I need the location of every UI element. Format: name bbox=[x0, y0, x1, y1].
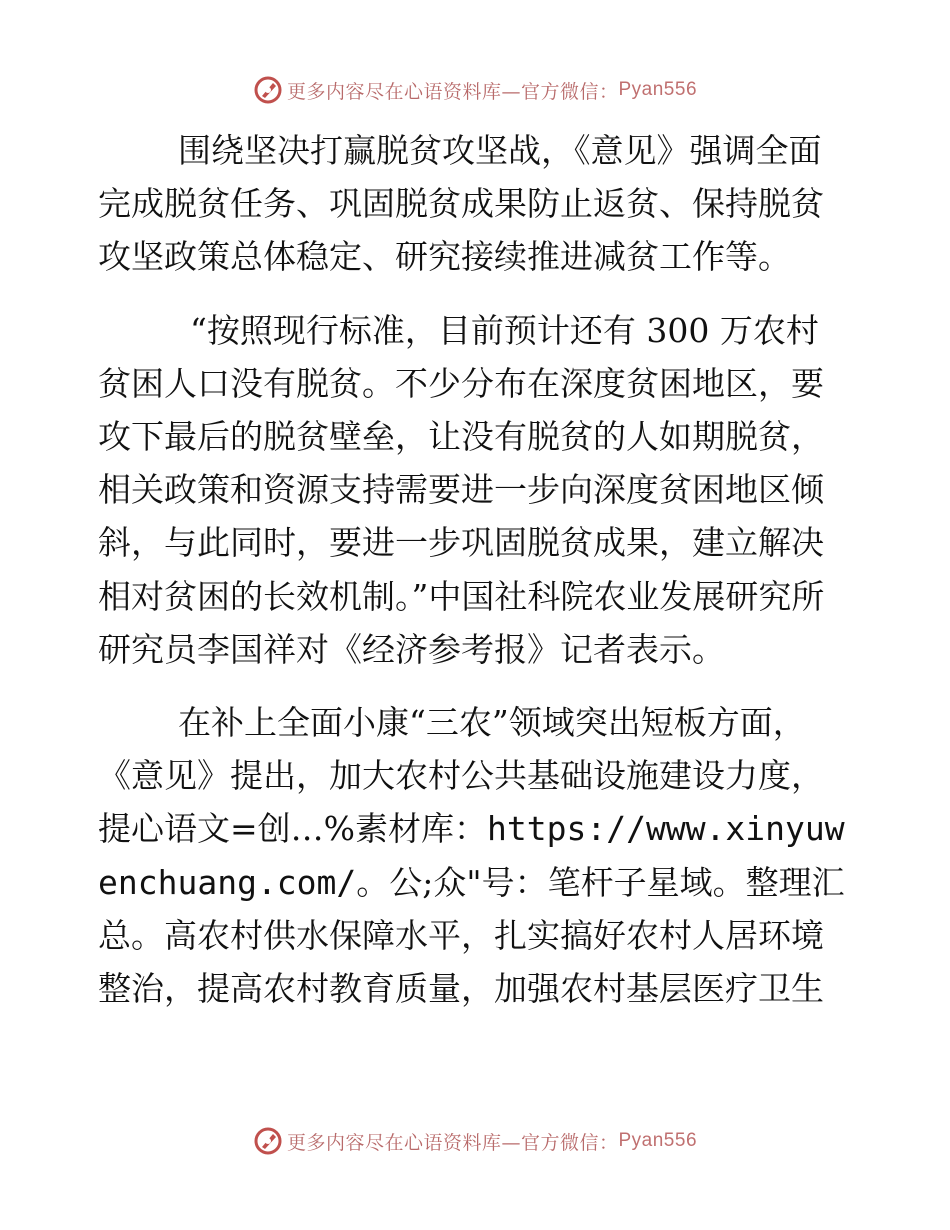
banner-text: 更多内容尽在心语资料库—官方微信： bbox=[286, 1131, 619, 1154]
banner-wechat-id: Pyan556 bbox=[618, 79, 698, 100]
paragraph-3-text-before-url: 在补上全面小康“三农”领域突出短板方面，《意见》提出，加大农村公共基础设施建设力度，提心语文=创…%素材库： bbox=[98, 703, 824, 849]
document-body bbox=[98, 124, 850, 1035]
paragraph-3 bbox=[98, 696, 850, 1015]
paragraph-2: “按照现行标准，目前预计还有 300 万农村贫困人口没有脱贫。不少分布在深度贫困地区，要攻下最后的脱贫壁垒，让没有脱贫的人如期脱贫，相关政策和资源支持需要进一步向深度贫困地区倾斜，与此同时，要进一步巩固脱贫成果，建立解决相对贫困的长效机制。”中国社科院农业发展研究所研究员李国祥对《经济参考报》记者表示。 bbox=[98, 310, 825, 669]
banner-text: 更多内容尽在心语资料库—官方微信： bbox=[286, 80, 619, 103]
paragraph-3-url: https://www.xinyuwenchuang.com/ bbox=[98, 809, 845, 902]
paragraph-1: 围绕坚决打赢脱贫攻坚战，《意见》强调全面完成脱贫任务、巩固脱贫成果防止返贫、保持脱贫攻坚政策总体稳定、研究接续推进减贫工作等。 bbox=[98, 131, 824, 277]
paragraph-3-text-after-url: 。公;众"号：笔杆子星域。整理汇总。高农村供水保障水平，扎实搞好农村人居环境整治，提高农村教育质量，加强农村基层医疗卫生 bbox=[98, 862, 845, 1009]
banner-wechat-id: Pyan556 bbox=[618, 1130, 698, 1151]
red-circular-pen-logo-icon bbox=[253, 75, 283, 105]
header-banner bbox=[0, 73, 950, 107]
footer-banner bbox=[0, 1124, 950, 1158]
red-circular-pen-logo-icon bbox=[253, 1126, 283, 1156]
